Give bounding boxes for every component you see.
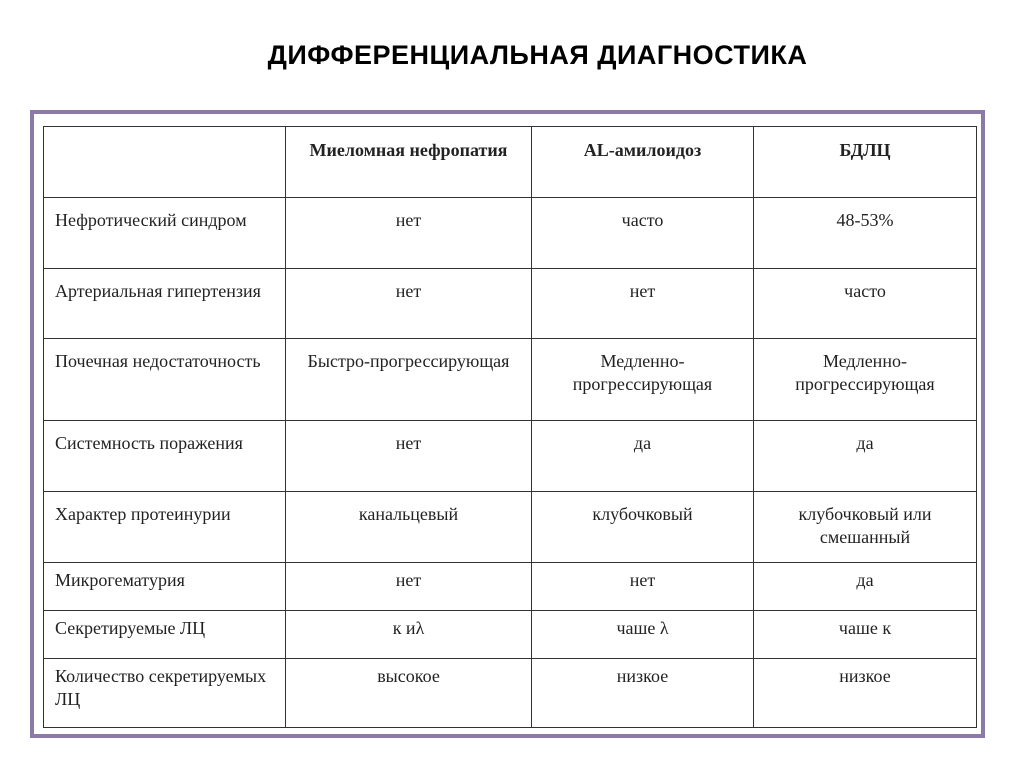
table-cell: нет [286, 563, 532, 611]
table-cell: канальцевый [286, 492, 532, 563]
row-label: Секретируемые ЛЦ [44, 611, 286, 659]
table-cell: Медленно-прогрессирующая [532, 339, 754, 421]
table-cell: нет [286, 421, 532, 492]
table-cell: нет [286, 269, 532, 339]
header-empty-cell [44, 127, 286, 198]
table-cell: да [532, 421, 754, 492]
row-label: Количество секретируемых ЛЦ [44, 659, 286, 728]
header-myeloma-nephropathy: Миеломная нефропатия [286, 127, 532, 198]
differential-diagnosis-table [43, 126, 977, 728]
table-cell: часто [754, 269, 977, 339]
row-label: Микрогематурия [44, 563, 286, 611]
table-cell: чаше λ [532, 611, 754, 659]
table-cell: нет [286, 198, 532, 269]
header-al-amyloidosis: AL-амилоидоз [532, 127, 754, 198]
row-label: Нефротический синдром [44, 198, 286, 269]
table-row [44, 563, 977, 611]
slide-title: ДИФФЕРЕНЦИАЛЬНАЯ ДИАГНОСТИКА [267, 40, 808, 70]
table-cell: нет [532, 563, 754, 611]
table-cell: высокое [286, 659, 532, 728]
table-row [44, 492, 977, 563]
table-cell: к иλ [286, 611, 532, 659]
row-label: Артериальная гипертензия [44, 269, 286, 339]
table-row [44, 421, 977, 492]
table-cell: чаше к [754, 611, 977, 659]
table-cell: клубочковый [532, 492, 754, 563]
table-cell: нет [532, 269, 754, 339]
row-label: Почечная недостаточность [44, 339, 286, 421]
row-label: Характер протеинурии [44, 492, 286, 563]
table-row [44, 339, 977, 421]
table-cell: да [754, 421, 977, 492]
table-cell: 48-53% [754, 198, 977, 269]
table-cell: Быстро-прогрессирующая [286, 339, 532, 421]
table-cell: низкое [532, 659, 754, 728]
row-label: Системность поражения [44, 421, 286, 492]
table-row [44, 198, 977, 269]
table-cell: да [754, 563, 977, 611]
table-cell: Медленно-прогрессирующая [754, 339, 977, 421]
header-bdlc: БДЛЦ [754, 127, 977, 198]
table-row [44, 659, 977, 728]
table-cell: клубочковый или смешанный [754, 492, 977, 563]
table-cell: часто [532, 198, 754, 269]
table-cell: низкое [754, 659, 977, 728]
table-header-row [44, 127, 977, 198]
table-row [44, 611, 977, 659]
table-row [44, 269, 977, 339]
